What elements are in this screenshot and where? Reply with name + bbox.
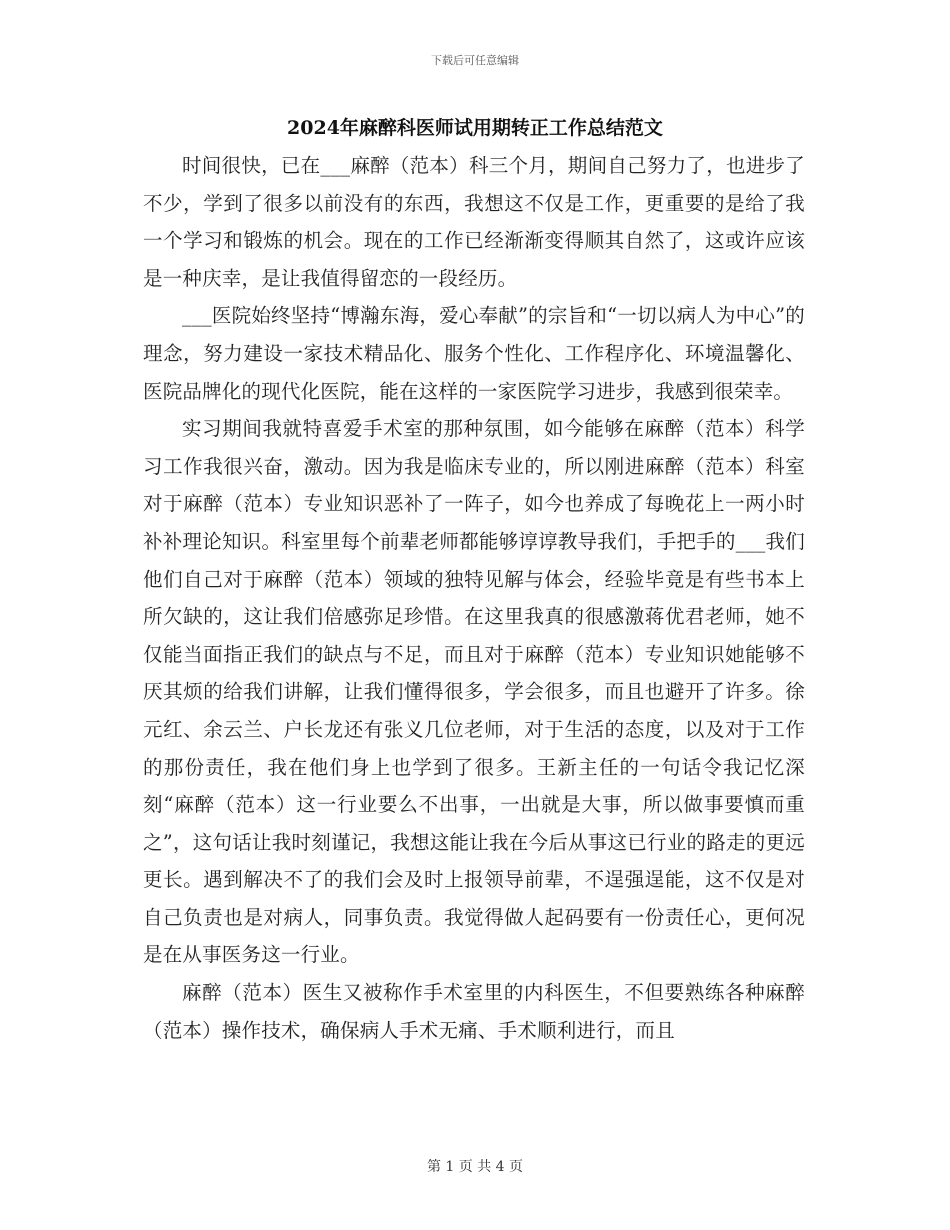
paragraph-1: 时间很快，已在___麻醉（范本）科三个月，期间自己努力了，也进步了不少，学到了很多以前没有的东西，我想这不仅是工作，更重要的是给了我一个学习和锻炼的机会。现在的工作已经渐渐变得顺其自然了，这或许应该是一种庆幸，是让我值得留恋的一段经历。 — [143, 154, 805, 290]
paragraph-3: 实习期间我就特喜爱手术室的那种氛围，如今能够在麻醉（范本）科学习工作我很兴奋，激动。因为我是临床专业的，所以刚进麻醉（范本）科室对于麻醉（范本）专业知识恶补了一阵子，如今也养成了每晚花上一两小时补补理论知识。科室里每个前辈老师都能够谆谆教导我们，手把手的___我们他们自己对于麻醉（范本）领域的独特见解与体会，经验毕竟是有些书本上所欠缺的，这让我们倍感弥足珍惜。在这里我真的很感激蒋优君老师，她不仅能当面指正我们的缺点与不足，而且对于麻醉（范本）专业知识她能够不厌其烦的给我们讲解，让我们懂得很多，学会很多，而且也避开了许多。徐元红、余云兰、户长龙还有张义几位老师，对于生活的态度，以及对于工作的那份责任，我在他们身上也学到了很多。王新主任的一句话令我记忆深刻“麻醉（范本）这一行业要么不出事，一出就是大事，所以做事要慎而重之”，这句话让我时刻谨记，我想这能让我在今后从事这已行业的路走的更远更长。遇到解决不了的我们会及时上报领导前辈，不逞强逞能，这不仅是对自己负责也是对病人，同事负责。我觉得做人起码要有一份责任心，更何况是在从事医务这一行业。 — [143, 417, 805, 967]
document-title: 2024年麻醉科医师试用期转正工作总结范文 — [287, 117, 663, 139]
paragraph-2: ___医院始终坚持“博瀚东海，爱心奉献”的宗旨和“一切以病人为中心”的理念，努力建设一家技术精品化、服务个性化、工作程序化、环境温馨化、医院品牌化的现代化医院，能在这样的一家医院学习进步，我感到很荣幸。 — [143, 304, 805, 403]
document-body — [143, 147, 805, 1049]
page-number: 第 1 页 共 4 页 — [426, 1159, 524, 1175]
paragraph-4: 麻醉（范本）医生又被称作手术室里的内科医生，不但要熟练各种麻醉（范本）操作技术，确保病人手术无痛、手术顺利进行，而且 — [143, 981, 805, 1042]
header-note: 下载后可任意编辑 — [431, 54, 519, 67]
